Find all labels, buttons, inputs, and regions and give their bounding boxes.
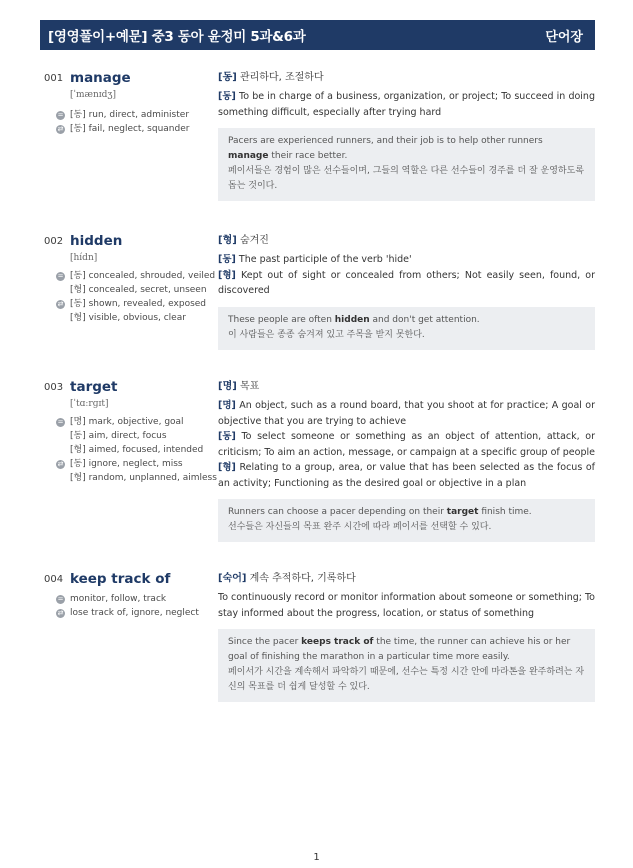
pos-tag: [명] [218, 381, 237, 392]
synonym-text: [동] aim, direct, focus [70, 431, 167, 441]
related-words [56, 269, 221, 325]
highlighted-word: manage [228, 151, 269, 161]
entry-number: 003 [44, 382, 64, 393]
example-korean: 페이서가 시간을 계속해서 파악하기 때문에, 선수는 특정 시간 안에 마라톤을 완주하려는 자신의 목표를 더 쉽게 달성할 수 있다. [228, 667, 585, 692]
highlighted-word: hidden [334, 314, 370, 325]
english-definitions [218, 398, 595, 491]
headword: hidden [70, 233, 123, 249]
entry-number: 004 [44, 574, 64, 585]
synonym-text: [형] aimed, focused, intended [70, 445, 204, 455]
example-box [218, 307, 595, 350]
example-korean: 페이서들은 경험이 많은 선수들이며, 그들의 역할은 다른 선수들이 경주를 더 잘 운영하도록 돕는 것이다. [228, 166, 585, 191]
definition-text: To select someone or something as an object of attention, attack, or criticism; To aim an action, message, or campaign at a specific group of people [218, 431, 595, 458]
example-english: Pacers are experienced runners, and their job is to help other runners manage their race better. [228, 136, 543, 161]
antonym-icon: ⇄ [57, 300, 64, 308]
example-english: These people are often hidden and don't get attention. [228, 314, 480, 325]
antonym-text: [형] visible, obvious, clear [70, 313, 186, 323]
synonym-icon: = [57, 595, 64, 603]
korean-meaning: 숨겨진 [236, 235, 269, 246]
korean-meaning: 계속 추적하다, 기록하다 [246, 573, 356, 584]
pronunciation: [ˈtɑːrɡɪt] [70, 399, 109, 409]
vocab-entry [40, 571, 595, 716]
synonym-icon: = [57, 418, 64, 426]
synonym-icon: = [57, 272, 64, 280]
antonym-text: [형] random, unplanned, aimless [70, 473, 217, 483]
antonym-icon: ⇄ [57, 609, 64, 617]
definition-text: Kept out of sight or concealed from others; Not easily seen, found, or discovered [218, 269, 595, 296]
pos-tag: [동] [218, 72, 237, 83]
entry-definition-column [218, 571, 595, 702]
pos-tag: [형] [218, 462, 236, 473]
entry-number: 002 [44, 236, 64, 247]
page-number: 1 [313, 852, 320, 863]
english-definitions [218, 89, 595, 120]
entry-definition-column [218, 379, 595, 542]
headword: manage [70, 70, 131, 86]
example-box [218, 499, 595, 542]
highlighted-word: target [446, 507, 479, 517]
page-header [40, 20, 595, 50]
example-korean: 선수들은 자신들의 목표 완주 시간에 따라 페이서를 선택할 수 있다. [228, 522, 492, 532]
highlighted-word: keeps track of [301, 637, 374, 647]
synonym-icon: = [57, 111, 64, 119]
pos-tag: [동] [218, 91, 236, 102]
synonym-text: [형] concealed, secret, unseen [70, 285, 207, 295]
pos-tag: [형] [218, 235, 237, 246]
synonym-text: [명] mark, objective, goal [70, 417, 184, 427]
example-korean: 이 사람들은 종종 숨겨져 있고 주목을 받지 못한다. [228, 329, 425, 340]
entry-definition-column [218, 233, 595, 350]
antonym-icon: ⇄ [57, 125, 64, 133]
definition-text: An object, such as a round board, that you shoot at for practice; A goal or objective that you are trying to achieve [218, 400, 595, 427]
pronunciation: [hídn] [70, 253, 98, 263]
definition-text: To be in charge of a business, organization, or project; To succeed in doing something difficult, especially after trying hard [218, 91, 595, 118]
english-definitions [218, 590, 595, 621]
headword: keep track of [70, 571, 171, 587]
entry-definition-column [218, 70, 595, 201]
example-english: Since the pacer keeps track of the time, the runner can achieve his or her goal of finishing the marathon in a particular time more easily. [228, 637, 571, 662]
antonym-text: lose track of, ignore, neglect [70, 608, 199, 618]
related-words [56, 592, 221, 620]
korean-sense [218, 571, 595, 586]
example-box [218, 629, 595, 702]
pos-tag: [동] [218, 254, 236, 265]
antonym-icon: ⇄ [57, 460, 64, 468]
korean-meaning: 목표 [236, 381, 260, 392]
example-english: Runners can choose a pacer depending on their target finish time. [228, 507, 532, 517]
pos-tag: [형] [218, 269, 236, 281]
pos-tag: [동] [218, 431, 236, 442]
related-words [56, 415, 221, 485]
vocab-entry [40, 233, 595, 363]
pronunciation: [ˈmænɪdʒ] [70, 90, 117, 100]
definition-text: Relating to a group, area, or value that has been selected as the focus of an activity; Functioning as the desired goal or objective in a plan [218, 462, 595, 489]
vocab-entry [40, 70, 595, 210]
headword: target [70, 379, 118, 395]
korean-meaning: 관리하다, 조절하다 [236, 72, 324, 83]
synonym-text: monitor, follow, track [70, 594, 167, 604]
synonym-text: [동] run, direct, administer [70, 110, 190, 120]
entry-number: 001 [44, 73, 64, 84]
example-box [218, 128, 595, 201]
related-words [56, 108, 221, 136]
pos-tag: [숙어] [218, 573, 247, 584]
english-definitions [218, 252, 595, 299]
definition-text: The past participle of the verb 'hide' [235, 254, 412, 265]
wordbook-badge: 단어장 [545, 29, 583, 45]
synonym-text: [동] concealed, shrouded, veiled [70, 271, 216, 281]
korean-sense [218, 233, 595, 248]
definition-text: To continuously record or monitor information about someone or something; To stay informed about the progress, location, or status of something [218, 592, 595, 619]
antonym-text: [동] ignore, neglect, miss [70, 459, 183, 469]
korean-sense [218, 379, 595, 394]
page-title: [영영풀이+예문] 중3 동아 윤정미 5과&6과 [48, 29, 306, 45]
pos-tag: [명] [218, 400, 236, 411]
korean-sense [218, 70, 595, 85]
vocab-entry [40, 379, 595, 554]
antonym-text: [동] fail, neglect, squander [70, 124, 190, 134]
antonym-text: [동] shown, revealed, exposed [70, 299, 207, 309]
